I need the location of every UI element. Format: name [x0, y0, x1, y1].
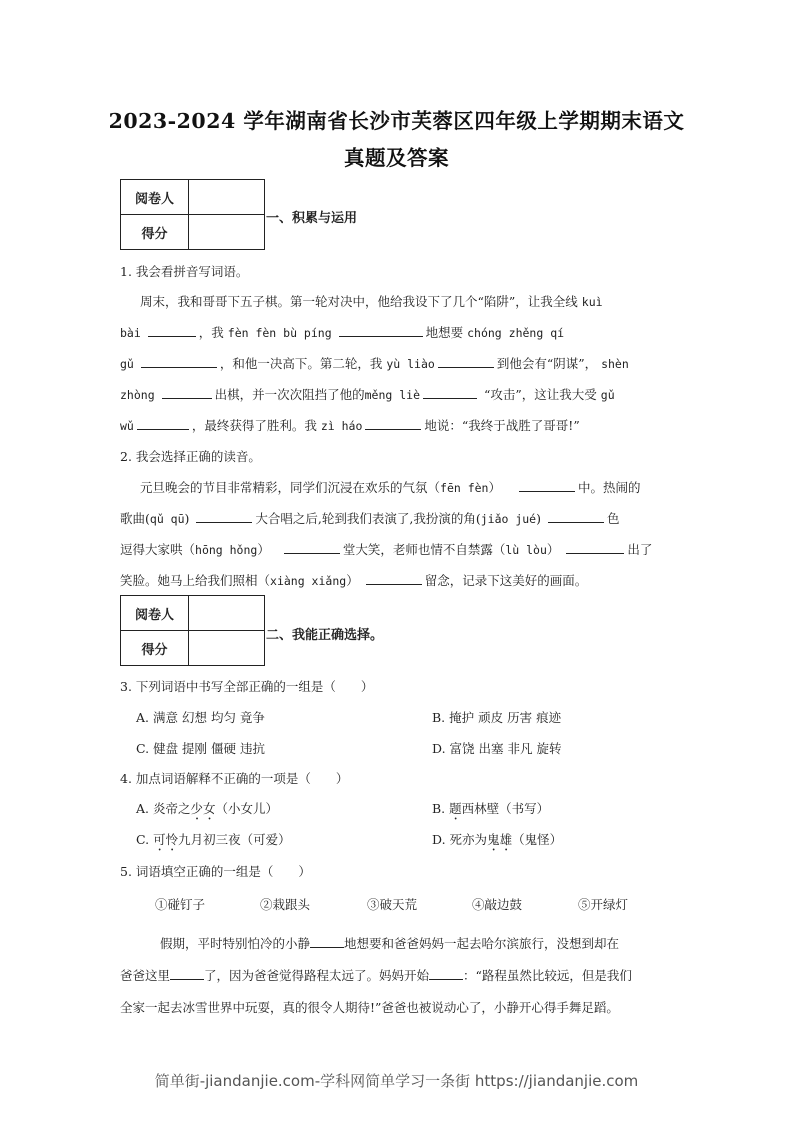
- text: ）: [546, 542, 560, 557]
- text: 全家一起去冰雪世界中玩耍，真的很令人期待!”爸爸也被说动心了，小静开心得手舞足蹈。: [120, 1000, 619, 1015]
- option-text: 西林壁（书写）: [461, 801, 550, 816]
- text: 堂大笑，老师也情不自禁露（: [342, 542, 506, 557]
- document-title-line1: 2023-2024 学年湖南省长沙市芙蓉区四年级上学期期末语文: [108, 109, 685, 133]
- text: 地想要: [425, 325, 464, 340]
- q3-option-d[interactable]: [432, 739, 561, 757]
- answer-blank[interactable]: [284, 541, 340, 554]
- text: 笑脸。她马上给我们照相（: [120, 573, 271, 588]
- text: 到他会有“阴谋”，: [496, 356, 598, 371]
- answer-blank[interactable]: [365, 417, 421, 430]
- answer-blank[interactable]: [196, 510, 252, 523]
- answer-blank[interactable]: [566, 541, 624, 554]
- pinyin: yù liào: [386, 357, 435, 371]
- reviewer-field[interactable]: [189, 180, 265, 215]
- question-text: 词语填空正确的一组是（ ）: [135, 864, 311, 879]
- q2-line-3: [120, 540, 652, 558]
- q1-line-5: [120, 416, 580, 434]
- pinyin: fèn fèn bù píng: [227, 326, 332, 340]
- text: ）: [346, 573, 359, 588]
- question-text: 加点词语解释不正确的一项是（ ）: [135, 771, 349, 786]
- q4-option-a[interactable]: [136, 799, 278, 823]
- footer-watermark: 简单街-jiandanjie.com-学科网简单学习一条街 https://jiandanjie.com: [154, 1072, 639, 1090]
- question-5-prompt: [120, 862, 311, 880]
- q1-line-2: [120, 323, 564, 341]
- question-number: 1.: [120, 264, 132, 279]
- question-number: 4.: [120, 771, 132, 786]
- answer-blank[interactable]: [519, 479, 575, 492]
- option-label: A.: [136, 710, 150, 725]
- dotted-word: 鬼雄: [487, 832, 513, 847]
- text: 周末，我和哥哥下五子棋。第一轮对决中，他给我设下了几个“陷阱”，让我全线: [140, 294, 578, 309]
- dotted-word: 少女: [190, 801, 216, 816]
- text: “攻击”，这让我大受: [484, 387, 597, 402]
- q5-passage-line-1: [160, 934, 619, 952]
- pinyin: jiǎo jué: [480, 512, 537, 526]
- answer-blank[interactable]: [339, 324, 423, 337]
- reviewer-field[interactable]: [189, 596, 265, 631]
- option-label: D.: [432, 832, 446, 847]
- q5-choice-4: ④敲边鼓: [472, 897, 523, 912]
- question-number: 5.: [120, 864, 132, 879]
- score-field[interactable]: [189, 631, 265, 666]
- q1-line-1: [140, 292, 603, 310]
- score-field[interactable]: [189, 215, 265, 250]
- pinyin: kuì: [581, 295, 603, 309]
- text: ): [536, 511, 541, 526]
- pinyin: xiàng xiǎng: [270, 574, 347, 588]
- score-label: 得分: [121, 215, 189, 250]
- q2-line-4: [120, 571, 587, 589]
- score-label: 得分: [121, 631, 189, 666]
- q4-option-b[interactable]: [432, 799, 549, 823]
- dotted-word: 可怜: [153, 832, 179, 847]
- pinyin: hōng hǒng: [195, 543, 258, 557]
- question-3-prompt: [120, 677, 373, 695]
- option-label: A.: [136, 801, 150, 816]
- q3-option-a[interactable]: [136, 708, 265, 726]
- text: 爸爸这里: [120, 968, 171, 983]
- q5-choice-2: ②栽跟头: [260, 897, 311, 912]
- answer-blank[interactable]: [423, 386, 477, 399]
- pinyin: měng liè: [364, 388, 421, 402]
- q4-option-d[interactable]: [432, 830, 562, 854]
- q5-choice-3: ③破天荒: [367, 897, 418, 912]
- question-1-prompt: [120, 262, 248, 280]
- q1-line-3: [120, 354, 629, 372]
- text: 了，因为爸爸觉得路程太远了。妈妈开始: [204, 968, 430, 983]
- text: ：“路程虽然比较远，但是我们: [463, 968, 632, 983]
- pinyin: bài: [120, 326, 141, 340]
- pinyin: zì háo: [320, 419, 363, 433]
- option-text: 炎帝之: [153, 801, 191, 816]
- option-text: 健盘 提刚 僵硬 违抗: [153, 741, 265, 756]
- text: 大合唱之后,轮到我们表演了,我扮演的角(: [255, 511, 481, 526]
- pinyin: gǔ: [120, 357, 134, 371]
- answer-blank[interactable]: [429, 967, 463, 980]
- pinyin: zhòng: [120, 388, 155, 402]
- reviewer-label: 阅卷人: [121, 180, 189, 215]
- answer-blank[interactable]: [438, 355, 494, 368]
- text: ，我: [198, 325, 224, 340]
- text: 地想要和爸爸妈妈一起去哈尔滨旅行，没想到却在: [344, 936, 620, 951]
- option-text: （小女儿）: [215, 801, 279, 816]
- pinyin: gǔ: [600, 388, 615, 402]
- text: 出棋，并一次次阻挡了他的: [214, 387, 365, 402]
- pinyin: shèn: [601, 357, 629, 371]
- q3-option-c[interactable]: [136, 739, 265, 757]
- dotted-word: 题: [449, 801, 462, 816]
- answer-blank[interactable]: [141, 355, 217, 368]
- pinyin: lù lòu: [505, 543, 547, 557]
- question-2-prompt: [120, 447, 261, 465]
- answer-blank[interactable]: [310, 935, 344, 948]
- option-text: 死亦为: [449, 832, 488, 847]
- answer-blank[interactable]: [137, 417, 189, 430]
- option-text: 九月初三夜（可爱）: [178, 832, 291, 847]
- pinyin: wǔ: [120, 419, 134, 433]
- answer-blank[interactable]: [366, 572, 422, 585]
- section-heading-2: 二、我能正确选择。: [266, 628, 384, 643]
- q4-option-c[interactable]: [136, 830, 291, 854]
- answer-blank[interactable]: [162, 386, 212, 399]
- text: 出了: [627, 542, 653, 557]
- option-text: （鬼怪）: [512, 832, 563, 847]
- option-label: C.: [136, 741, 150, 756]
- option-label: B.: [432, 710, 446, 725]
- score-box-section-1: [120, 179, 265, 250]
- text: 假期，平时特别怕冷的小静: [160, 936, 311, 951]
- answer-blank[interactable]: [170, 967, 204, 980]
- pinyin: qǔ qū: [149, 512, 185, 526]
- answer-blank[interactable]: [148, 324, 196, 337]
- q5-passage-line-3: [120, 998, 619, 1016]
- text: 中。热闹的: [577, 480, 641, 495]
- text: 元旦晚会的节目非常精彩，同学们沉浸在欢乐的气氛（: [140, 480, 441, 495]
- question-text: 我会看拼音写词语。: [135, 264, 249, 279]
- text: 歌曲(: [120, 511, 150, 526]
- text: 留念，记录下这美好的画面。: [424, 573, 588, 588]
- q3-option-b[interactable]: [432, 708, 561, 726]
- question-number: 2.: [120, 449, 132, 464]
- option-label: B.: [432, 801, 446, 816]
- question-text: 我会选择正确的读音。: [135, 449, 261, 464]
- question-text: 下列词语中书写全部正确的一组是（ ）: [135, 679, 374, 694]
- answer-blank[interactable]: [548, 510, 604, 523]
- q2-line-1: [140, 478, 641, 496]
- option-text: 富饶 出塞 非凡 旋转: [449, 741, 562, 756]
- text: ）: [488, 480, 501, 495]
- q2-line-2: [120, 509, 620, 527]
- option-text: 掩护 顽皮 历害 痕迹: [449, 710, 562, 725]
- section-heading-1: 一、积累与运用: [266, 211, 358, 226]
- pinyin: fēn fèn: [440, 481, 489, 495]
- text: ，和他一决高下。第二轮，我: [219, 356, 383, 371]
- text: 色: [606, 511, 620, 526]
- q5-passage-line-2: [120, 966, 632, 984]
- text: 逗得大家哄（: [120, 542, 196, 557]
- document-title-line2: 真题及答案: [344, 146, 449, 170]
- question-number: 3.: [120, 679, 132, 694]
- q1-line-4: [120, 385, 615, 403]
- text: ）: [257, 542, 270, 557]
- option-label: C.: [136, 832, 150, 847]
- text: ，最终获得了胜利。我: [191, 418, 317, 433]
- q5-choice-5: ⑤开绿灯: [578, 897, 629, 912]
- question-4-prompt: [120, 769, 348, 787]
- reviewer-label: 阅卷人: [121, 596, 189, 631]
- score-box-section-2: [120, 595, 265, 666]
- option-text: 满意 幻想 均匀 竟争: [153, 710, 265, 725]
- text: 地说：“我终于战胜了哥哥!”: [424, 418, 580, 433]
- text: ): [184, 511, 190, 526]
- pinyin: chóng zhěng qí: [467, 326, 565, 340]
- option-label: D.: [432, 741, 446, 756]
- q5-choice-1: ①碰钉子: [155, 897, 206, 912]
